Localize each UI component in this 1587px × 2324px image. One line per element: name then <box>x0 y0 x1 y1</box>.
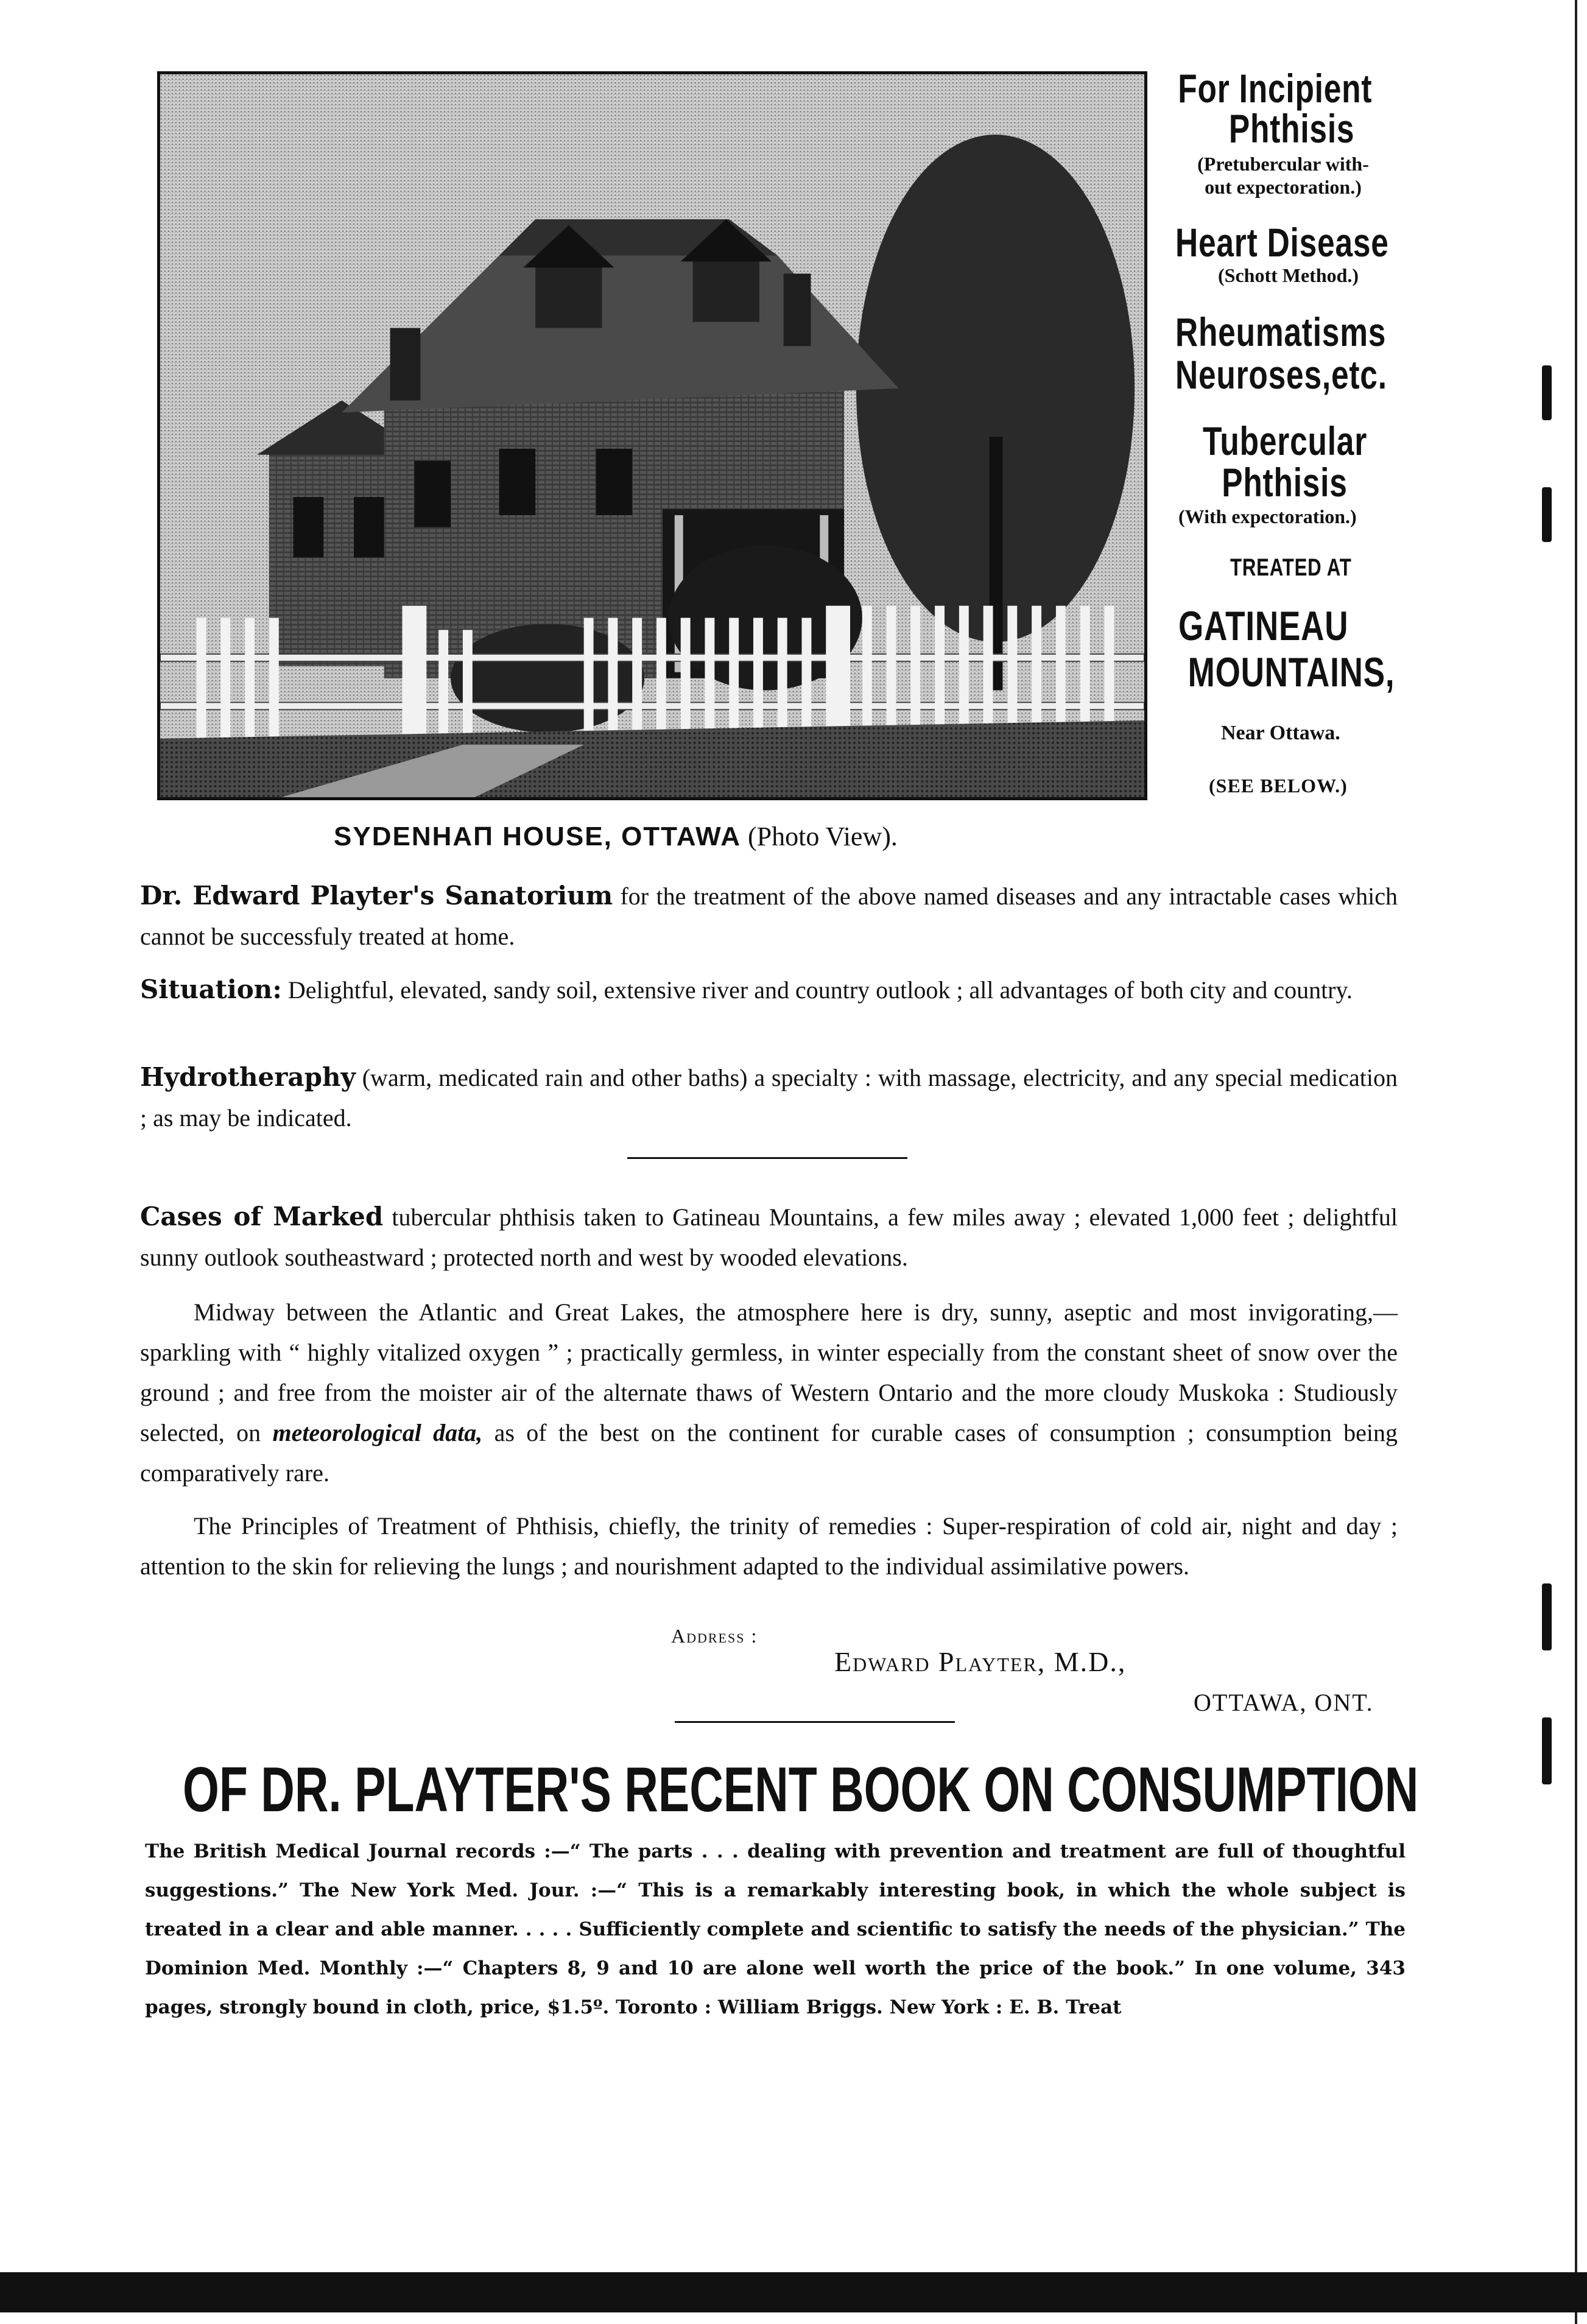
paragraph-text: for the treatment of the above named diseases and any intractable cases which cannot be successfuly treated at home. <box>140 882 1398 950</box>
condition-note: (With expectoration.) <box>1178 505 1357 527</box>
condition-title: Phthisis <box>1228 106 1355 151</box>
address-name: Edward Playter, M.D., <box>834 1646 1127 1677</box>
paragraph-climate <box>140 1292 1398 1493</box>
divider <box>675 1721 955 1723</box>
condition-tubercular-phthisis <box>1203 420 1402 503</box>
near-ottawa: Near Ottawa. <box>1221 722 1340 744</box>
house-illustration <box>160 74 1144 797</box>
paragraph-sanatorium <box>140 876 1398 957</box>
treated-at-label: TREATED AT <box>1230 554 1352 581</box>
condition-title: Tubercular <box>1203 418 1368 463</box>
paragraph-text: The Principles of Treatment of Phthisis, chiefly, the trinity of remedies : Super-respiration of cold air, night and day ; attention to the skin for relieving the lungs ; and nourishment adapted to the individual assimilative powers. <box>140 1512 1398 1580</box>
caption-title: SYDENHAΠ HOUSE, OTTAWA <box>334 822 742 851</box>
condition-heart-disease: Heart Disease <box>1175 220 1389 265</box>
location-line: MOUNTAINS, <box>1188 649 1395 695</box>
condition-title: Phthisis <box>1222 460 1348 505</box>
paragraph-lead: Hydrotheraphy <box>140 1062 356 1092</box>
margin-mark <box>1542 487 1552 542</box>
emphasis-text: meteorological data, <box>272 1419 483 1446</box>
condition-title: Rheumatisms <box>1175 309 1387 354</box>
location-name <box>1178 603 1395 695</box>
paragraph-text: Delightful, elevated, sandy soil, extensive river and country outlook ; all advantages of both city and country. <box>287 976 1353 1004</box>
margin-mark <box>1542 1583 1552 1650</box>
address-city: OTTAWA, ONT. <box>1194 1689 1374 1716</box>
photo-caption <box>334 821 898 852</box>
divider <box>627 1157 907 1159</box>
condition-title: For Incipient <box>1178 66 1373 111</box>
address-label: Address : <box>671 1625 758 1647</box>
paragraph-text: Midway between the Atlantic and Great Lakes, the atmosphere here is dry, sunny, aseptic and most invigorating,—sparkling with “ highly vitalized oxygen ” ; practically germless, in winter especially from the constant sheet of snow over the ground ; and free from the moister air of the alternate thaws of Western Ontario and the more cloudy Muskoka : Studiously selected, on <box>140 1298 1398 1446</box>
paragraph-lead: Cases of Marked <box>140 1202 384 1231</box>
condition-incipient-phthisis <box>1175 68 1375 149</box>
note-line: out expectoration.) <box>1205 176 1362 198</box>
bottom-border <box>0 2272 1587 2312</box>
book-headline: OF DR. PLAYTER'S RECENT BOOK ON CONSUMPTION <box>183 1755 1419 1825</box>
condition-rheumatisms <box>1175 309 1387 397</box>
note-line: (Pretubercular with- <box>1197 153 1369 175</box>
paragraph-situation <box>140 970 1398 1010</box>
paragraph-lead: Dr. Edward Playter's Sanatorium <box>140 881 613 910</box>
margin-mark <box>1542 1717 1552 1784</box>
condition-note <box>1186 152 1380 199</box>
condition-title: Neuroses,etc. <box>1175 352 1387 397</box>
page-edge <box>1575 0 1577 2324</box>
margin-mark <box>1542 365 1552 420</box>
paragraph-hydrotherapy <box>140 1057 1398 1138</box>
caption-note: (Photo View). <box>748 822 898 851</box>
paragraph-lead: Situation: <box>140 974 282 1004</box>
condition-note: (Schott Method.) <box>1218 264 1359 286</box>
paragraph-text: (warm, medicated rain and other baths) a specialty : with massage, electricity, and any special medication ; as may be indicated. <box>140 1064 1398 1132</box>
paragraph-principles <box>140 1506 1398 1586</box>
location-line: GATINEAU <box>1178 603 1349 649</box>
sydenham-house-photo <box>157 71 1147 800</box>
book-reviews: The British Medical Journal records :—“ The parts . . . dealing with prevention and treatment are full of thoughtful suggestions.” The New York Med. Jour. :—“ This is a remarkably interesting book, in which the whole subject is treated in a clear and able manner. . . . . Sufficiently complete and scientific to satisfy the needs of the physician.” The Dominion Med. Monthly :—“ Chapters 8, 9 and 10 are alone well worth the price of the book.” In one volume, 343 pages, strongly bound in cloth, price, $1.5º. Toronto : William Briggs. New York : E. B. Treat <box>145 1840 1406 2018</box>
paragraph-text: tubercular phthisis taken to Gatineau Mountains, a few miles away ; elevated 1,000 feet ; delightful sunny outlook southeastward ; protected north and west by wooded elevations. <box>140 1203 1398 1271</box>
paragraph-cases <box>140 1197 1398 1278</box>
see-below: (SEE BELOW.) <box>1209 775 1348 797</box>
paragraph-text: as of the best on the continent for curable cases of consumption ; consumption being comparatively rare. <box>140 1419 1398 1487</box>
